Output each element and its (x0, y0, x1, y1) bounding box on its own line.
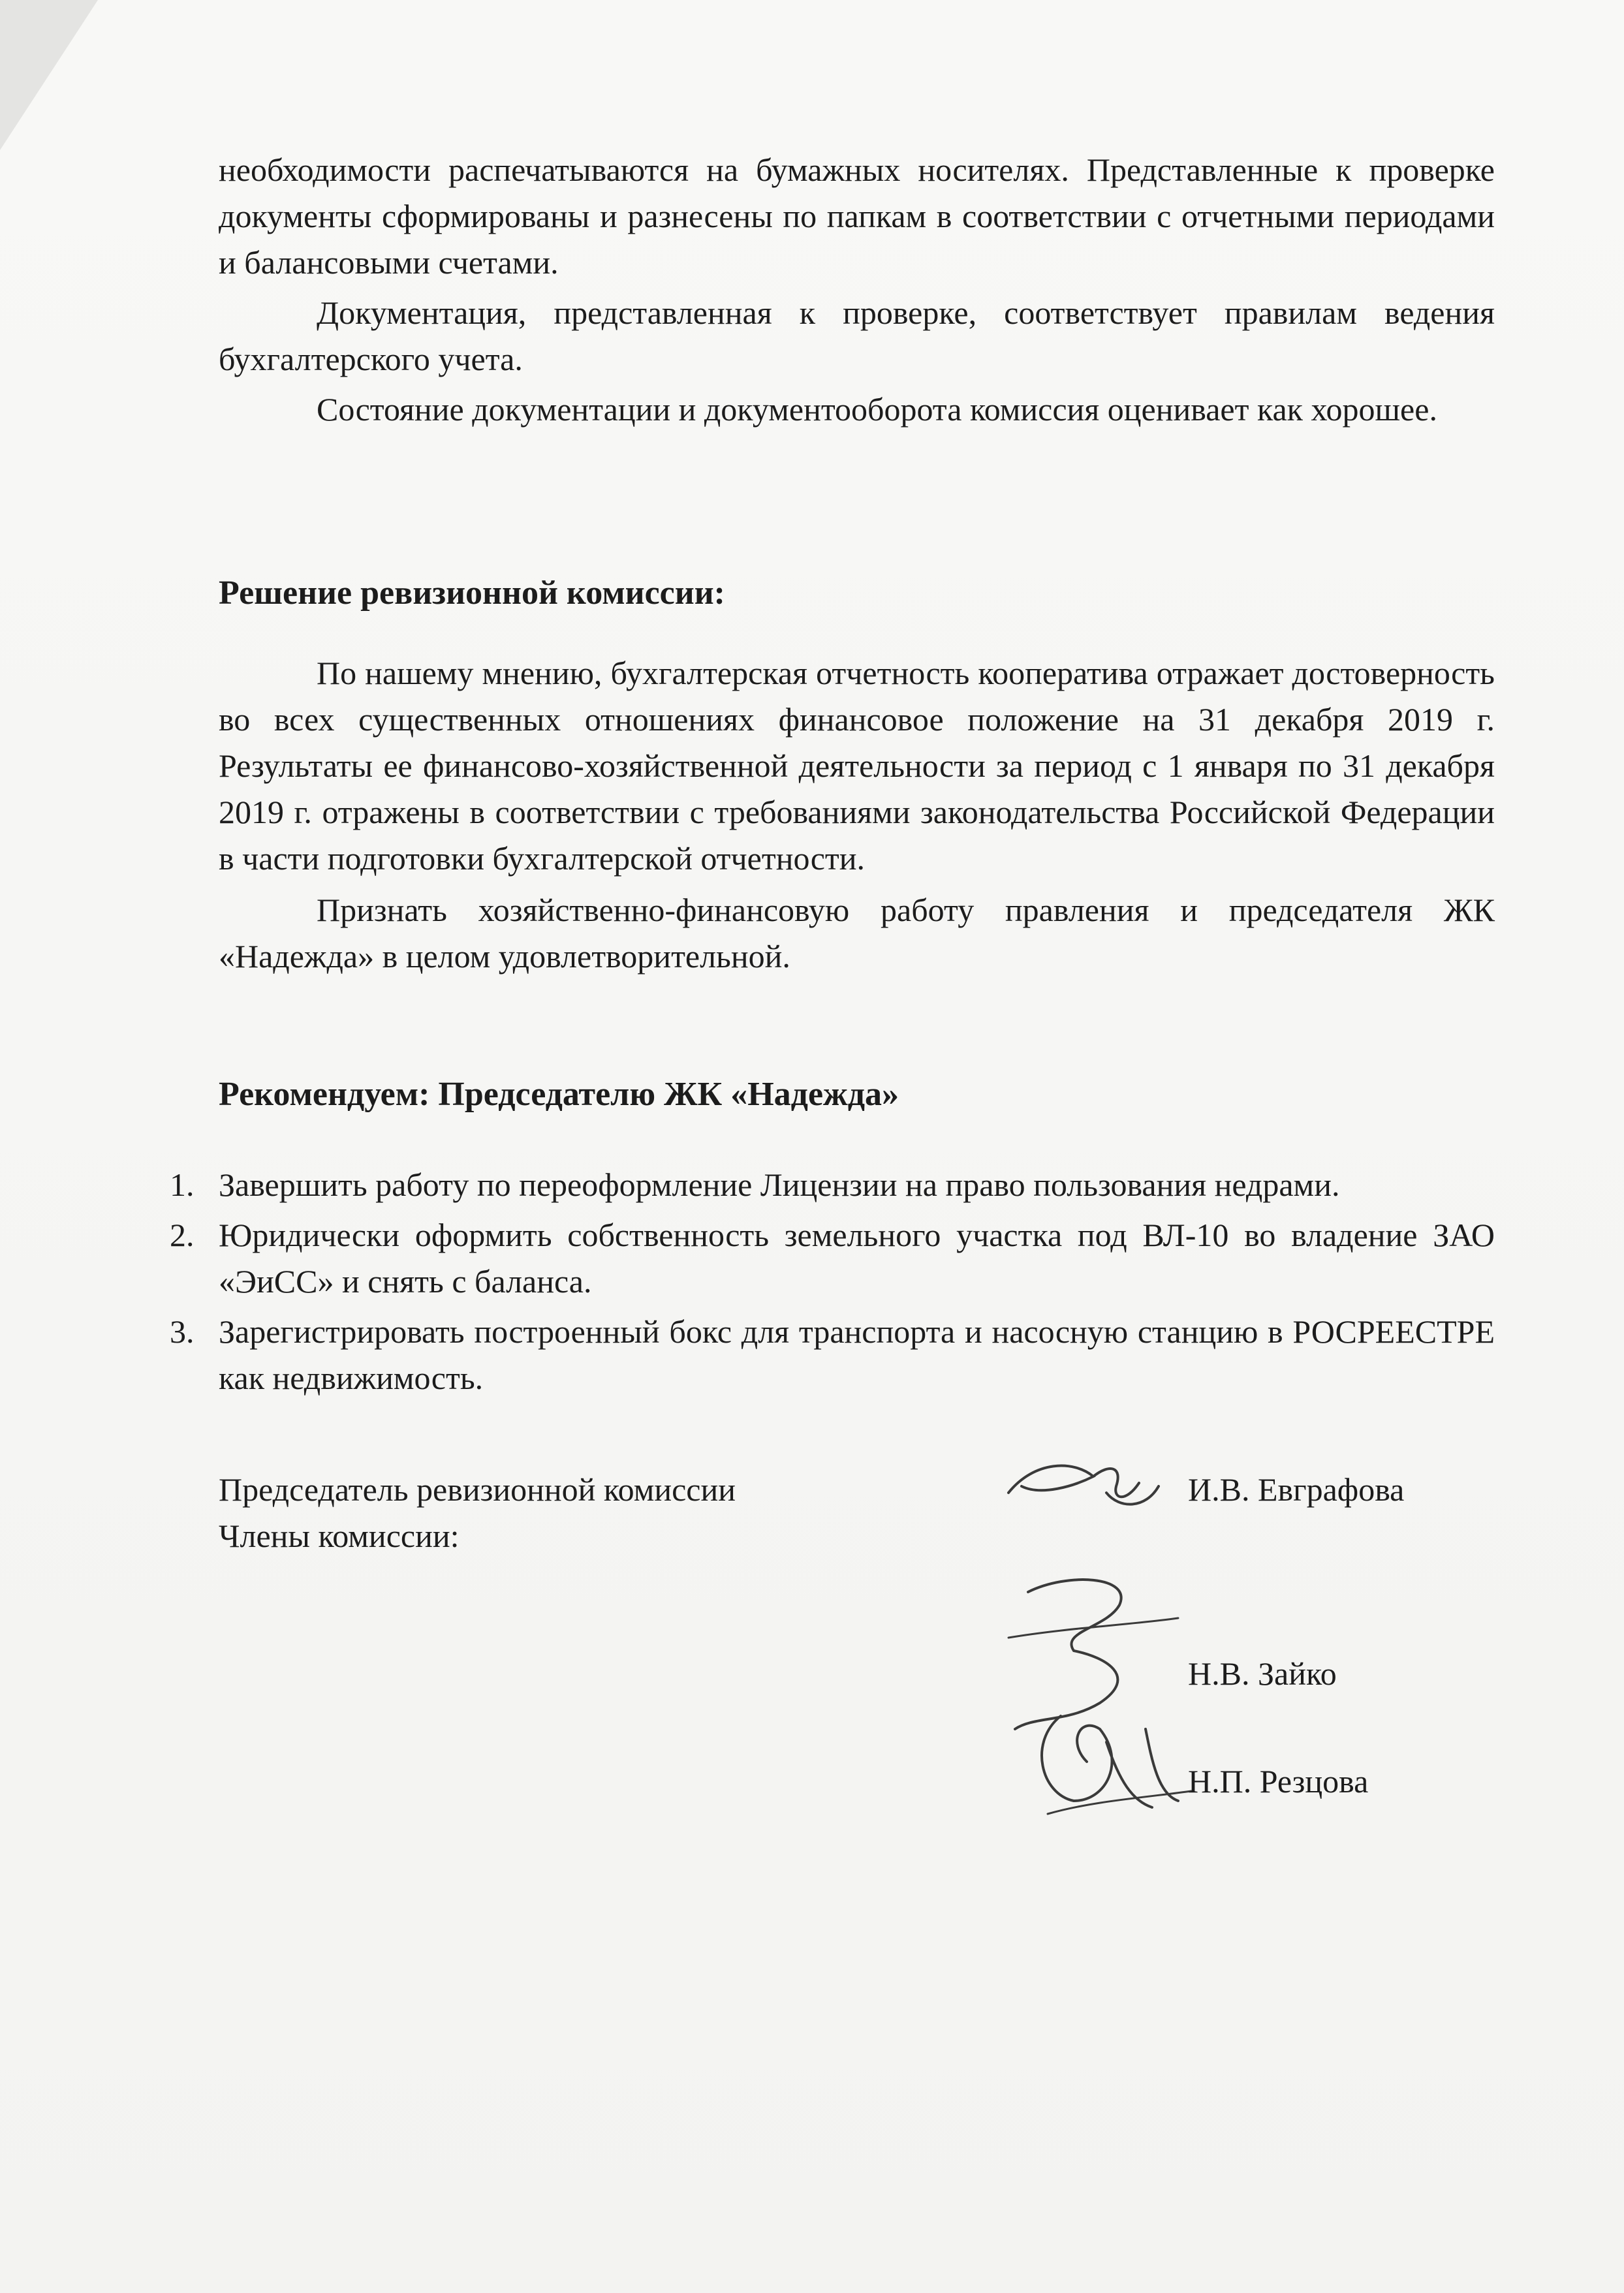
member1-name: Н.В. Зайко (1188, 1655, 1337, 1692)
decision-heading: Решение ревизионной комиссии: (219, 574, 725, 612)
chair-name: И.В. Евграфова (1188, 1471, 1405, 1508)
list-item (170, 1212, 1495, 1305)
paragraph-intro: необходимости распечатываются на бумажных носителях. Представленные к проверке документы сформированы и разнесены по папкам в соответствии с отчетными периодами и балансовыми счетами. (219, 151, 1495, 281)
chair-signature-image (995, 1447, 1165, 1519)
document-body (170, 147, 1495, 1820)
chair-signature-row (219, 1467, 1495, 1513)
member2-signature-image (1002, 1703, 1198, 1833)
page-corner-fold (0, 0, 98, 150)
list-item-text: Зарегистрировать построенный бокс для транспорта и насосную станцию в РОСРЕЕСТРЕ как недвижимость. (219, 1313, 1495, 1396)
recommend-heading: Рекомендуем: Председателю ЖК «Надежда» (219, 1076, 899, 1113)
member1-row (219, 1559, 1495, 1709)
member2-row (219, 1709, 1495, 1820)
chair-label: Председатель ревизионной комиссии (219, 1471, 736, 1508)
list-item-text: Юридически оформить собственность земельного участка под ВЛ-10 во владение ЗАО «ЭиСС» и снять с баланса. (219, 1217, 1495, 1300)
paragraph-state: Состояние документации и документооборота комиссия оценивает как хорошее. (317, 391, 1437, 428)
list-item-number: 2. (170, 1217, 195, 1253)
list-item-number: 3. (170, 1313, 195, 1350)
member2-name: Н.П. Резцова (1188, 1763, 1369, 1800)
list-item (170, 1309, 1495, 1401)
decision-paragraph-1: По нашему мнению, бухгалтерская отчетность кооператива отражает достоверность во всех существенных отношениях финансовое положение на 31 декабря 2019 г. Результаты ее финансово-хозяйственной деятельности за период с 1 января по 31 декабря 2019 г. отражены в соответствии с требованиями законодательства Российской Федерации в части подготовки бухгалтерской отчетности. (219, 655, 1495, 877)
members-label-row (219, 1513, 1495, 1559)
list-item (170, 1162, 1495, 1208)
members-label: Члены комиссии: (219, 1518, 460, 1554)
recommend-list (170, 1162, 1495, 1401)
list-item-text: Завершить работу по переоформление Лицензии на право пользования недрами. (219, 1166, 1340, 1203)
signature-block (219, 1467, 1495, 1820)
paragraph-compliance: Документация, представленная к проверке, соответствует правилам ведения бухгалтерского учета. (219, 294, 1495, 377)
decision-paragraph-2: Признать хозяйственно-финансовую работу правления и председателя ЖК «Надежда» в целом удовлетворительной. (219, 892, 1495, 975)
list-item-number: 1. (170, 1166, 195, 1203)
